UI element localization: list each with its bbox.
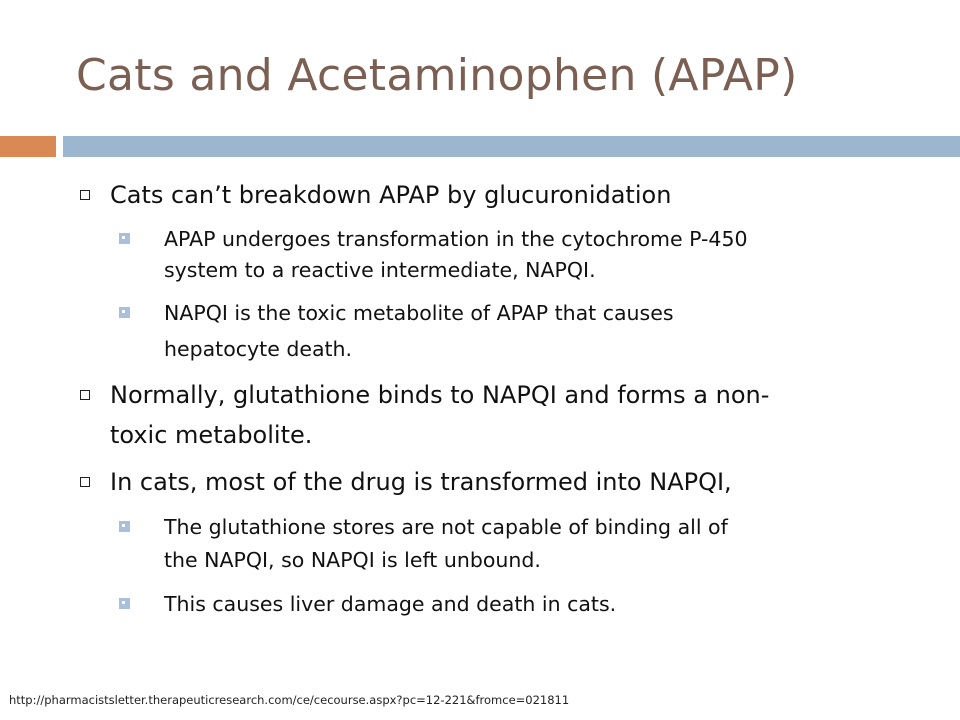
bullet-line: NAPQI is the toxic metabolite of APAP that causes — [164, 301, 674, 325]
bullet-line: hepatocyte death. — [164, 337, 353, 361]
bullet-line: In cats, most of the drug is transformed into NAPQI, — [110, 468, 732, 496]
bullet-line: This causes liver damage and death in cats. — [164, 592, 617, 616]
bullet-line: The glutathione stores are not capable of binding all of — [164, 515, 728, 539]
filled-square-bullet-icon — [119, 307, 130, 318]
hollow-square-bullet-icon — [80, 477, 90, 487]
bullet-line: Normally, glutathione binds to NAPQI and forms a non- — [110, 381, 770, 409]
bullet-line: toxic metabolite. — [110, 421, 313, 449]
filled-square-bullet-icon — [119, 598, 130, 609]
slide-title: Cats and Acetaminophen (APAP) — [76, 50, 798, 101]
hollow-square-bullet-icon — [80, 390, 90, 400]
bullet-line: the NAPQI, so NAPQI is left unbound. — [164, 548, 541, 572]
source-url: http://pharmacistsletter.therapeuticresearch.com/ce/cecourse.aspx?pc=12-221&fromce=021811 — [9, 693, 570, 707]
filled-square-bullet-icon — [119, 521, 130, 532]
hollow-square-bullet-icon — [80, 190, 90, 200]
bullet-line: Cats can’t breakdown APAP by glucuronidation — [110, 181, 672, 209]
bullet-line: APAP undergoes transformation in the cytochrome P-450 — [164, 227, 748, 251]
bullet-line: system to a reactive intermediate, NAPQI. — [164, 258, 596, 282]
filled-square-bullet-icon — [119, 233, 130, 244]
